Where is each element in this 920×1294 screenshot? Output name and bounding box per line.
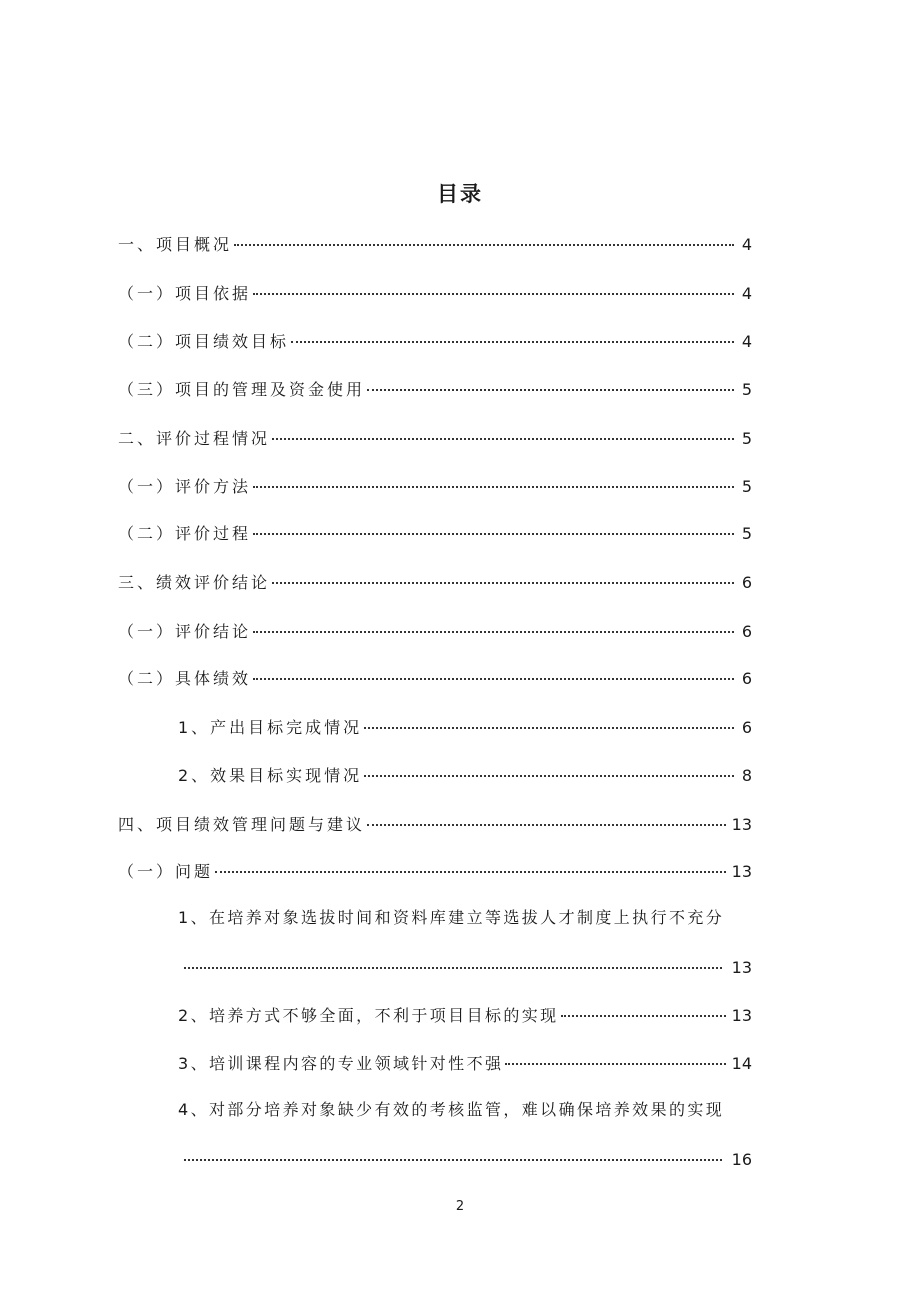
toc-entry[interactable]	[178, 1049, 752, 1075]
toc-entry-page: 4	[741, 284, 752, 303]
dot-leader	[367, 806, 726, 826]
dot-leader	[272, 420, 734, 440]
toc-entry-continuation[interactable]	[184, 953, 752, 979]
toc-entry-page: 5	[741, 380, 752, 399]
dot-leader	[253, 515, 734, 535]
toc-entry-label: 3、培训课程内容的专业领域针对性不强	[178, 1054, 504, 1073]
dot-leader	[253, 660, 734, 680]
toc-entry-page: 5	[741, 524, 752, 543]
toc-entry[interactable]	[118, 472, 752, 498]
toc-entry-page: 6	[741, 573, 752, 592]
toc-entry-page: 13	[731, 1006, 752, 1025]
toc-entry-page: 13	[731, 958, 752, 977]
dot-leader	[291, 323, 734, 343]
toc-entry-label: （二）项目绩效目标	[118, 332, 290, 351]
toc-entry-page: 6	[741, 718, 752, 737]
toc-entry[interactable]	[118, 424, 752, 450]
dot-leader	[234, 226, 734, 246]
toc-entry[interactable]	[118, 230, 752, 256]
dot-leader	[184, 1141, 722, 1161]
toc-entry-label: 三、绩效评价结论	[118, 573, 271, 592]
toc-entry-label: 四、项目绩效管理问题与建议	[118, 815, 366, 834]
page-number: 2	[455, 1199, 465, 1214]
toc-entry[interactable]	[118, 617, 752, 643]
toc-entry-continuation[interactable]	[184, 1145, 752, 1171]
dot-leader	[505, 1045, 725, 1065]
toc-entry[interactable]	[178, 761, 752, 787]
dot-leader	[215, 853, 726, 873]
toc-entry-label[interactable]: 1、在培养对象选拔时间和资料库建立等选拔人才制度上执行不充分	[178, 908, 725, 927]
toc-entry-label: 二、评价过程情况	[118, 429, 271, 448]
toc-entry[interactable]	[118, 327, 752, 353]
toc-entry-label: 1、产出目标完成情况	[178, 718, 363, 737]
dot-leader	[253, 468, 734, 488]
dot-leader	[364, 709, 734, 729]
toc-entry-label: （一）评价方法	[118, 477, 252, 496]
toc-entry-label: 一、项目概况	[118, 235, 233, 254]
toc-entry[interactable]	[178, 1001, 752, 1027]
toc-entry[interactable]	[118, 568, 752, 594]
toc-entry-page: 4	[741, 332, 752, 351]
toc-entry-label: （一）问题	[118, 862, 214, 881]
toc-entry-label: （二）评价过程	[118, 524, 252, 543]
toc-entry-page: 6	[741, 669, 752, 688]
dot-leader	[367, 371, 734, 391]
toc-entry-page: 13	[731, 815, 752, 834]
dot-leader	[364, 757, 734, 777]
toc-entry-label: （一）项目依据	[118, 284, 252, 303]
dot-leader	[253, 275, 734, 295]
toc-entry-page: 16	[731, 1150, 752, 1169]
toc-entry[interactable]	[118, 857, 752, 883]
toc-entry-page: 14	[731, 1054, 752, 1073]
dot-leader	[561, 997, 726, 1017]
toc-entry-page: 5	[741, 429, 752, 448]
toc-entry[interactable]	[118, 279, 752, 305]
toc-entry-label: （二）具体绩效	[118, 669, 252, 688]
page-title: 目录	[437, 182, 483, 206]
toc-entry-page: 6	[741, 622, 752, 641]
toc-entry-page: 5	[741, 477, 752, 496]
dot-leader	[253, 613, 734, 633]
toc-entry-label: 2、效果目标实现情况	[178, 766, 363, 785]
dot-leader	[184, 949, 722, 969]
toc-entry[interactable]	[178, 713, 752, 739]
toc-entry[interactable]	[118, 810, 752, 836]
toc-entry[interactable]	[118, 664, 752, 690]
toc-entry-page: 13	[731, 862, 752, 881]
dot-leader	[272, 564, 734, 584]
toc-entry-label: （一）评价结论	[118, 622, 252, 641]
toc-entry-page: 8	[741, 766, 752, 785]
toc-entry-label: （三）项目的管理及资金使用	[118, 380, 366, 399]
toc-entry[interactable]	[118, 519, 752, 545]
toc-entry-label[interactable]: 4、对部分培养对象缺少有效的考核监管，难以确保培养效果的实现	[178, 1100, 725, 1119]
toc-entry-label: 2、培养方式不够全面，不利于项目目标的实现	[178, 1006, 559, 1025]
toc-entry[interactable]	[118, 375, 752, 401]
toc-entry-page: 4	[741, 235, 752, 254]
